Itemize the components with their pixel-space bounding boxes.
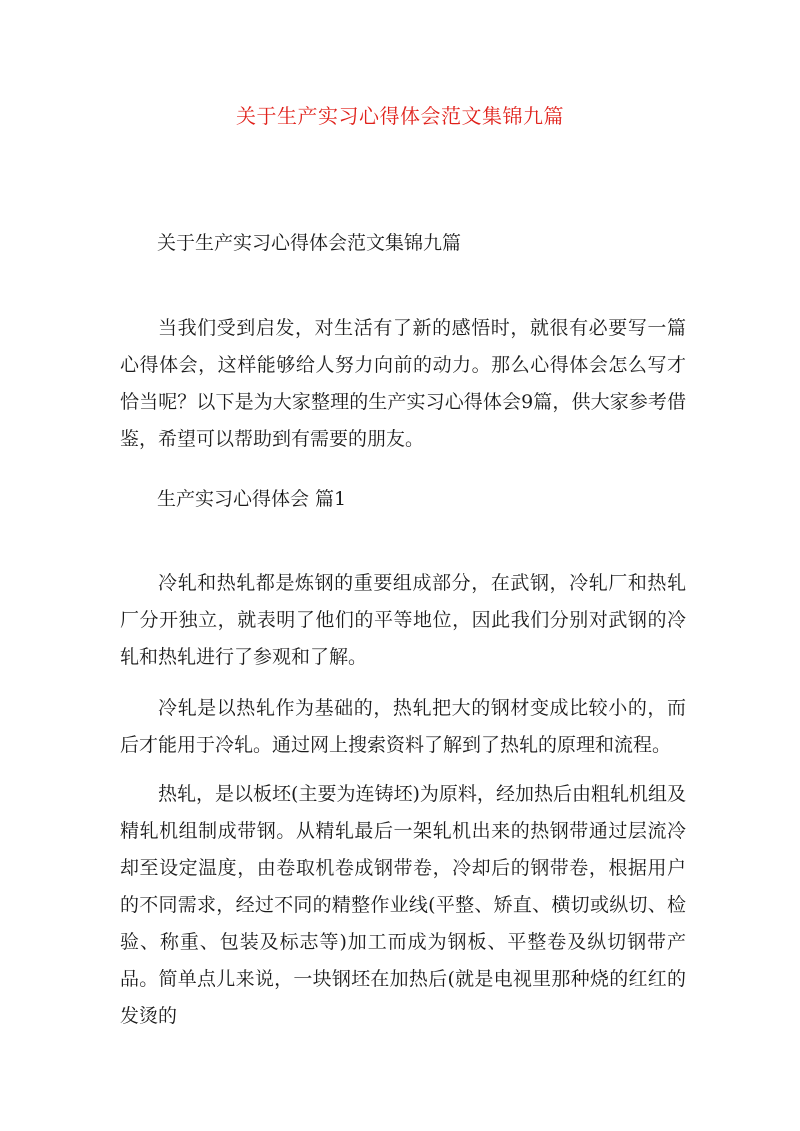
section-heading: 生产实习心得体会 篇1	[157, 488, 347, 510]
intro-paragraph: 当我们受到启发，对生活有了新的感悟时，就很有必要写一篇心得体会，这样能够给人努力向前的动力。那么心得体会怎么写才恰当呢？以下是为大家整理的生产实习心得体会9篇，供大家参考借鉴，希望可以帮助到有需要的朋友。	[120, 317, 686, 450]
body-paragraph-3: 热轧，是以板坯(主要为连铸坯)为原料，经加热后由粗轧机组及精轧机组制成带钢。从精轧最后一架轧机出来的热钢带通过层流冷却至设定温度，由卷取机卷成钢带卷，冷却后的钢带卷，根据用户的不同需求，经过不同的精整作业线(平整、矫直、横切或纵切、检验、称重、包装及标志等)加工而成为钢板、平整卷及纵切钢带产品。简单点儿来说，一块钢坯在加热后(就是电视里那种烧的红红的发烫的	[120, 783, 686, 1027]
body-paragraph-1: 冷轧和热轧都是炼钢的重要组成部分，在武钢，冷轧厂和热轧厂分开独立，就表明了他们的平等地位，因此我们分别对武钢的冷轧和热轧进行了参观和了解。	[120, 572, 686, 668]
document-title: 关于生产实习心得体会范文集锦九篇	[236, 104, 564, 128]
document-subtitle: 关于生产实习心得体会范文集锦九篇	[157, 232, 462, 254]
body-paragraph-2: 冷轧是以热轧作为基础的，热轧把大的钢材变成比较小的，而后才能用于冷轧。通过网上搜索资料了解到了热轧的原理和流程。	[120, 697, 686, 756]
